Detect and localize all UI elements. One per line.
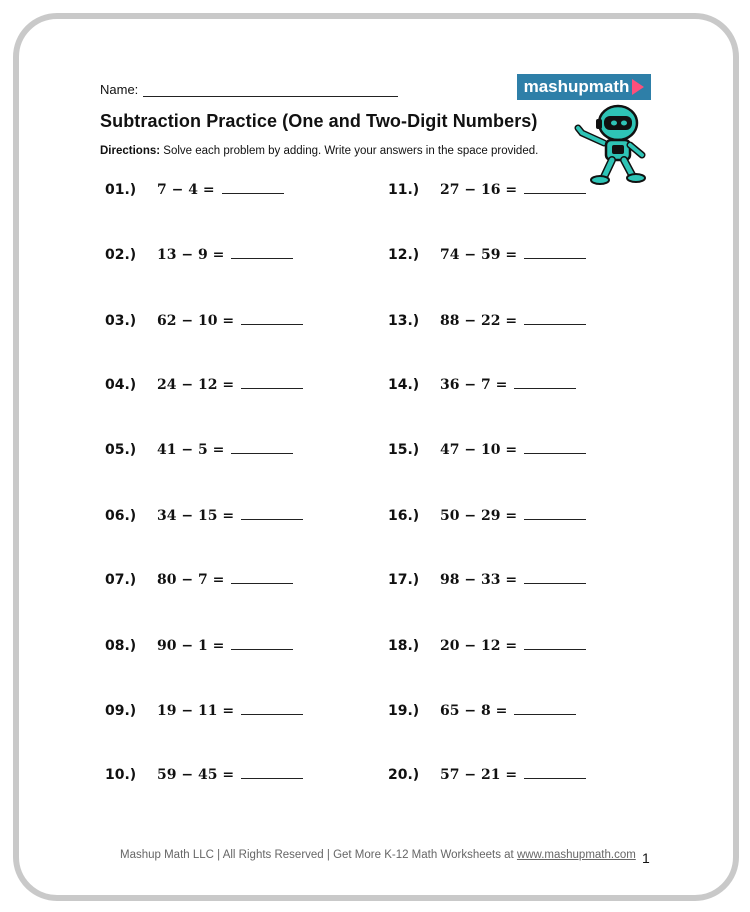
problem-number: 20.) bbox=[388, 767, 420, 783]
problem-08 bbox=[105, 638, 293, 658]
mashupmath-logo bbox=[517, 74, 651, 100]
problem-06 bbox=[105, 508, 303, 528]
answer-blank[interactable] bbox=[524, 452, 586, 454]
problem-09 bbox=[105, 703, 303, 723]
answer-blank[interactable] bbox=[241, 387, 303, 389]
problem-number: 16.) bbox=[388, 508, 420, 524]
problem-number: 12.) bbox=[388, 247, 420, 263]
answer-blank[interactable] bbox=[241, 713, 303, 715]
problem-19 bbox=[388, 703, 576, 723]
problem-number: 02.) bbox=[105, 247, 137, 263]
problem-number: 04.) bbox=[105, 377, 137, 393]
problem-05 bbox=[105, 442, 293, 462]
answer-blank[interactable] bbox=[524, 257, 586, 259]
answer-blank[interactable] bbox=[222, 192, 284, 194]
problem-11 bbox=[388, 182, 586, 202]
problem-number: 03.) bbox=[105, 313, 137, 329]
problem-expression: 74 − 59 = bbox=[440, 247, 518, 263]
problem-14 bbox=[388, 377, 576, 397]
problem-expression: 24 − 12 = bbox=[157, 377, 235, 393]
problem-number: 01.) bbox=[105, 182, 137, 198]
problem-expression: 59 − 45 = bbox=[157, 767, 235, 783]
answer-blank[interactable] bbox=[514, 387, 576, 389]
name-blank-line[interactable] bbox=[143, 96, 398, 97]
problem-expression: 47 − 10 = bbox=[440, 442, 518, 458]
problem-number: 15.) bbox=[388, 442, 420, 458]
worksheet-title: Subtraction Practice (One and Two-Digit Numbers) bbox=[100, 111, 538, 131]
problem-number: 13.) bbox=[388, 313, 420, 329]
directions-text: Solve each problem by adding. Write your answers in the space provided. bbox=[163, 145, 539, 157]
problem-18 bbox=[388, 638, 586, 658]
problem-20 bbox=[388, 767, 586, 787]
problem-16 bbox=[388, 508, 586, 528]
footer-text: Mashup Math LLC | All Rights Reserved | Get More K-12 Math Worksheets at bbox=[120, 849, 517, 861]
answer-blank[interactable] bbox=[524, 518, 586, 520]
problem-number: 09.) bbox=[105, 703, 137, 719]
answer-blank[interactable] bbox=[241, 777, 303, 779]
problem-expression: 41 − 5 = bbox=[157, 442, 225, 458]
problem-17 bbox=[388, 572, 586, 592]
problem-expression: 98 − 33 = bbox=[440, 572, 518, 588]
answer-blank[interactable] bbox=[524, 648, 586, 650]
robot-mascot-icon bbox=[574, 103, 654, 185]
answer-blank[interactable] bbox=[231, 648, 293, 650]
problem-13 bbox=[388, 313, 586, 333]
problem-expression: 27 − 16 = bbox=[440, 182, 518, 198]
problem-expression: 62 − 10 = bbox=[157, 313, 235, 329]
problem-02 bbox=[105, 247, 293, 267]
problem-number: 10.) bbox=[105, 767, 137, 783]
answer-blank[interactable] bbox=[241, 518, 303, 520]
answer-blank[interactable] bbox=[524, 192, 586, 194]
logo-play-icon bbox=[632, 79, 644, 95]
problem-expression: 13 − 9 = bbox=[157, 247, 225, 263]
problem-expression: 7 − 4 = bbox=[157, 182, 215, 198]
problem-expression: 34 − 15 = bbox=[157, 508, 235, 524]
problem-10 bbox=[105, 767, 303, 787]
problem-12 bbox=[388, 247, 586, 267]
page-number: 1 bbox=[642, 850, 650, 866]
problem-expression: 19 − 11 = bbox=[157, 703, 235, 719]
problem-number: 08.) bbox=[105, 638, 137, 654]
problem-number: 18.) bbox=[388, 638, 420, 654]
problem-expression: 90 − 1 = bbox=[157, 638, 225, 654]
answer-blank[interactable] bbox=[231, 452, 293, 454]
answer-blank[interactable] bbox=[524, 323, 586, 325]
problem-number: 19.) bbox=[388, 703, 420, 719]
directions-label: Directions: bbox=[100, 145, 161, 157]
logo-text: mashupmath bbox=[523, 77, 630, 96]
problem-expression: 88 − 22 = bbox=[440, 313, 518, 329]
problem-number: 07.) bbox=[105, 572, 137, 588]
problem-expression: 36 − 7 = bbox=[440, 377, 508, 393]
answer-blank[interactable] bbox=[524, 777, 586, 779]
problem-number: 05.) bbox=[105, 442, 137, 458]
problem-number: 11.) bbox=[388, 182, 420, 198]
problem-15 bbox=[388, 442, 586, 462]
problem-number: 17.) bbox=[388, 572, 420, 588]
name-label: Name: bbox=[100, 82, 139, 97]
problem-expression: 50 − 29 = bbox=[440, 508, 518, 524]
problem-number: 14.) bbox=[388, 377, 420, 393]
answer-blank[interactable] bbox=[514, 713, 576, 715]
problem-expression: 80 − 7 = bbox=[157, 572, 225, 588]
problem-01 bbox=[105, 182, 284, 202]
problem-07 bbox=[105, 572, 293, 592]
answer-blank[interactable] bbox=[241, 323, 303, 325]
directions bbox=[100, 145, 538, 157]
problem-04 bbox=[105, 377, 303, 397]
answer-blank[interactable] bbox=[524, 582, 586, 584]
problem-expression: 20 − 12 = bbox=[440, 638, 518, 654]
problem-03 bbox=[105, 313, 303, 333]
problem-expression: 57 − 21 = bbox=[440, 767, 518, 783]
footer bbox=[120, 849, 636, 861]
answer-blank[interactable] bbox=[231, 582, 293, 584]
footer-link[interactable]: www.mashupmath.com bbox=[516, 849, 636, 861]
answer-blank[interactable] bbox=[231, 257, 293, 259]
problem-expression: 65 − 8 = bbox=[440, 703, 508, 719]
problem-number: 06.) bbox=[105, 508, 137, 524]
